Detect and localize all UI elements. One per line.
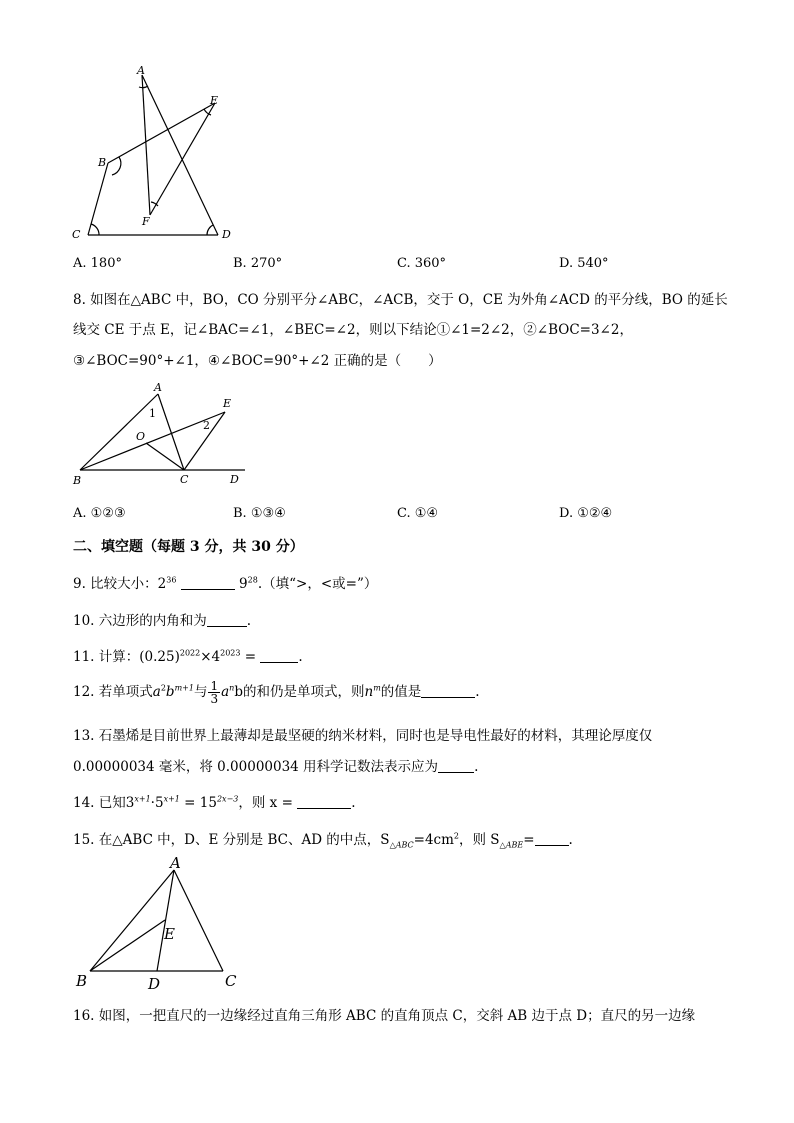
- q7-option-c: C. 360°: [397, 256, 447, 271]
- q9-prefix: 9. 比较大小：: [73, 576, 158, 592]
- q11-eq: =: [240, 649, 257, 665]
- q14-prefix: 14. 已知: [73, 795, 126, 811]
- q15-line-be: [90, 920, 165, 971]
- q7-label-c: C: [72, 228, 81, 241]
- q14-dot: ·: [150, 795, 155, 811]
- q12-term2-a: a: [221, 684, 230, 700]
- q8-option-b: B. ①③④: [233, 506, 286, 521]
- q15-line-ac: [174, 870, 223, 971]
- q9-exp1: 36: [166, 575, 177, 585]
- q14-tail: ，则 x =: [238, 795, 298, 811]
- q12-term2-b: b: [234, 684, 243, 700]
- q14: [73, 791, 355, 811]
- q12-term2-exp-a: n: [229, 683, 235, 693]
- q13-line-2-wrap: [73, 755, 478, 775]
- q12: [73, 680, 480, 705]
- q7-line-eb: [108, 103, 215, 163]
- q8-label-c: C: [180, 473, 189, 486]
- q13-end: .: [474, 759, 479, 775]
- q11-base1: (0.25): [139, 649, 180, 665]
- q9: [73, 572, 377, 592]
- q12-m: m: [373, 683, 381, 693]
- q7-angle-d: [207, 225, 213, 235]
- q8-line-ac: [158, 394, 184, 470]
- q12-term1-a: a: [152, 684, 161, 700]
- q7-option-d: D. 540°: [559, 256, 609, 271]
- q8-label-o: O: [136, 430, 146, 443]
- q15-line-ad: [157, 870, 174, 971]
- q13-line-2: 0.00000034 毫米，将 0.00000034 用科学记数法表示应为: [73, 759, 439, 775]
- q7-label-a: A: [137, 64, 145, 77]
- q7-angle-c: [91, 224, 99, 235]
- q7-option-b: B. 270°: [233, 256, 283, 271]
- q8-label-1: 1: [149, 407, 156, 420]
- q15-line-ab: [90, 870, 174, 971]
- q11-exp2: 2023: [220, 648, 241, 658]
- q7-angle-a: [139, 86, 148, 88]
- q12-end: .: [475, 684, 480, 700]
- q8-stem-line-3: ③∠BOC=90°+∠1，④∠BOC=90°+∠2 正确的是（ ）: [73, 353, 442, 369]
- q13-line-1: 13. 石墨烯是目前世界上最薄却是最坚硬的纳米材料，同时也是导电性最好的材料，其理论厚度仅: [73, 728, 653, 744]
- q15-label-d: D: [148, 975, 161, 992]
- q8-line-ba: [80, 394, 158, 470]
- section-2-title: 二、填空题（每题 3 分，共 30 分）: [73, 539, 304, 555]
- q15-end: .: [568, 832, 573, 848]
- q12-fraction: [208, 680, 220, 705]
- q14-e3: 2x−3: [216, 794, 239, 804]
- q15-mid: =4cm: [413, 832, 454, 848]
- q15-sq: 2: [453, 831, 459, 841]
- q12-term1-b: b: [165, 684, 175, 700]
- q8-label-b: B: [73, 474, 82, 487]
- q8-option-c: C. ①④: [397, 506, 439, 521]
- q8-label-e: E: [223, 397, 232, 410]
- q15-sub2: △ABE: [499, 840, 524, 850]
- q8-line-oc: [146, 443, 184, 470]
- q9-answer-blank[interactable]: [181, 575, 235, 590]
- q8-label-a: A: [154, 381, 162, 394]
- q12-n: n: [364, 684, 374, 700]
- q15-label-a: A: [170, 854, 181, 872]
- q8-stem-line-1: 8. 如图在△ABC 中，BO，CO 分别平分∠ABC，∠ACB，交于 O，CE 为外角∠ACD 的平分线，BO 的延长: [73, 292, 728, 308]
- q14-b1: 3: [125, 795, 135, 811]
- q11-base2: 4: [211, 649, 221, 665]
- q8-label-2: 2: [203, 419, 210, 432]
- q15: [73, 828, 573, 850]
- q14-b3: 15: [199, 795, 217, 811]
- q11-answer-blank[interactable]: [260, 648, 298, 663]
- q14-e2: x+1: [163, 794, 180, 804]
- q10: [73, 609, 251, 629]
- q12-term1-exp-b: m+1: [174, 683, 194, 693]
- q15-label-c: C: [225, 972, 237, 990]
- q12-rest: 的和仍是单项式，则: [242, 684, 365, 700]
- q15-label-b: B: [76, 972, 88, 990]
- q8-figure: [70, 378, 250, 490]
- q11-end: .: [298, 649, 303, 665]
- q12-answer-blank[interactable]: [421, 683, 475, 698]
- q12-fraction-denominator: 3: [210, 692, 219, 706]
- q7-figure: [70, 60, 240, 245]
- q8-label-d: D: [230, 473, 239, 486]
- q10-answer-blank[interactable]: [207, 612, 247, 627]
- q7-line-fe: [150, 103, 215, 215]
- q7-line-ad: [142, 75, 218, 235]
- q11-times: ×: [200, 649, 212, 665]
- q15-eq: =: [523, 832, 535, 848]
- q12-tail: 的值是: [380, 684, 422, 700]
- q7-label-d: D: [222, 228, 231, 241]
- q15-figure: [70, 852, 250, 992]
- q7-line-af: [142, 75, 150, 215]
- q12-mid: 与: [193, 684, 208, 700]
- q14-eq: =: [179, 795, 200, 811]
- q12-term1-exp-a: 2: [160, 683, 166, 693]
- q12-fraction-numerator: 1: [210, 679, 219, 693]
- q11-exp1: 2022: [179, 648, 201, 658]
- q14-b2: 5: [154, 795, 164, 811]
- q7-label-f: F: [142, 215, 150, 228]
- q9-exp2: 28: [247, 575, 258, 585]
- q15-text: 15. 在△ABC 中，D、E 分别是 BC、AD 的中点，S: [73, 832, 390, 848]
- q9-base2: 9: [239, 576, 248, 592]
- q15-label-e: E: [164, 925, 175, 943]
- q7-option-a: A. 180°: [73, 256, 122, 271]
- q8-option-d: D. ①②④: [559, 506, 613, 521]
- q12-prefix: 12. 若单项式: [73, 684, 153, 700]
- q7-label-e: E: [210, 94, 219, 107]
- q9-base1: 2: [157, 576, 167, 592]
- q14-answer-blank[interactable]: [297, 794, 351, 809]
- q10-end: .: [246, 613, 252, 629]
- q8-stem-line-2: 线交 CE 于点 E，记∠BAC=∠1，∠BEC=∠2，则以下结论①∠1=2∠2，②∠BOC=3∠2，: [73, 322, 633, 338]
- q15-answer-blank[interactable]: [535, 831, 569, 846]
- q14-end: .: [351, 795, 356, 811]
- q14-e1: x+1: [134, 794, 151, 804]
- q13-answer-blank[interactable]: [438, 758, 474, 773]
- q9-suffix: .（填“>，<或=”）: [257, 576, 378, 592]
- q16-line-1: 16. 如图，一把直尺的一边缘经过直角三角形 ABC 的直角顶点 C，交斜 AB 边于点 D；直尺的另一边缘: [73, 1008, 696, 1024]
- q15-tail: ，则 S: [459, 832, 500, 848]
- q10-text: 10. 六边形的内角和为: [73, 613, 207, 629]
- q8-option-a: A. ①②③: [73, 506, 126, 521]
- q11: [73, 645, 303, 665]
- q7-label-b: B: [98, 156, 107, 169]
- q11-prefix: 11. 计算：: [73, 649, 140, 665]
- q15-sub1: △ABC: [389, 840, 414, 850]
